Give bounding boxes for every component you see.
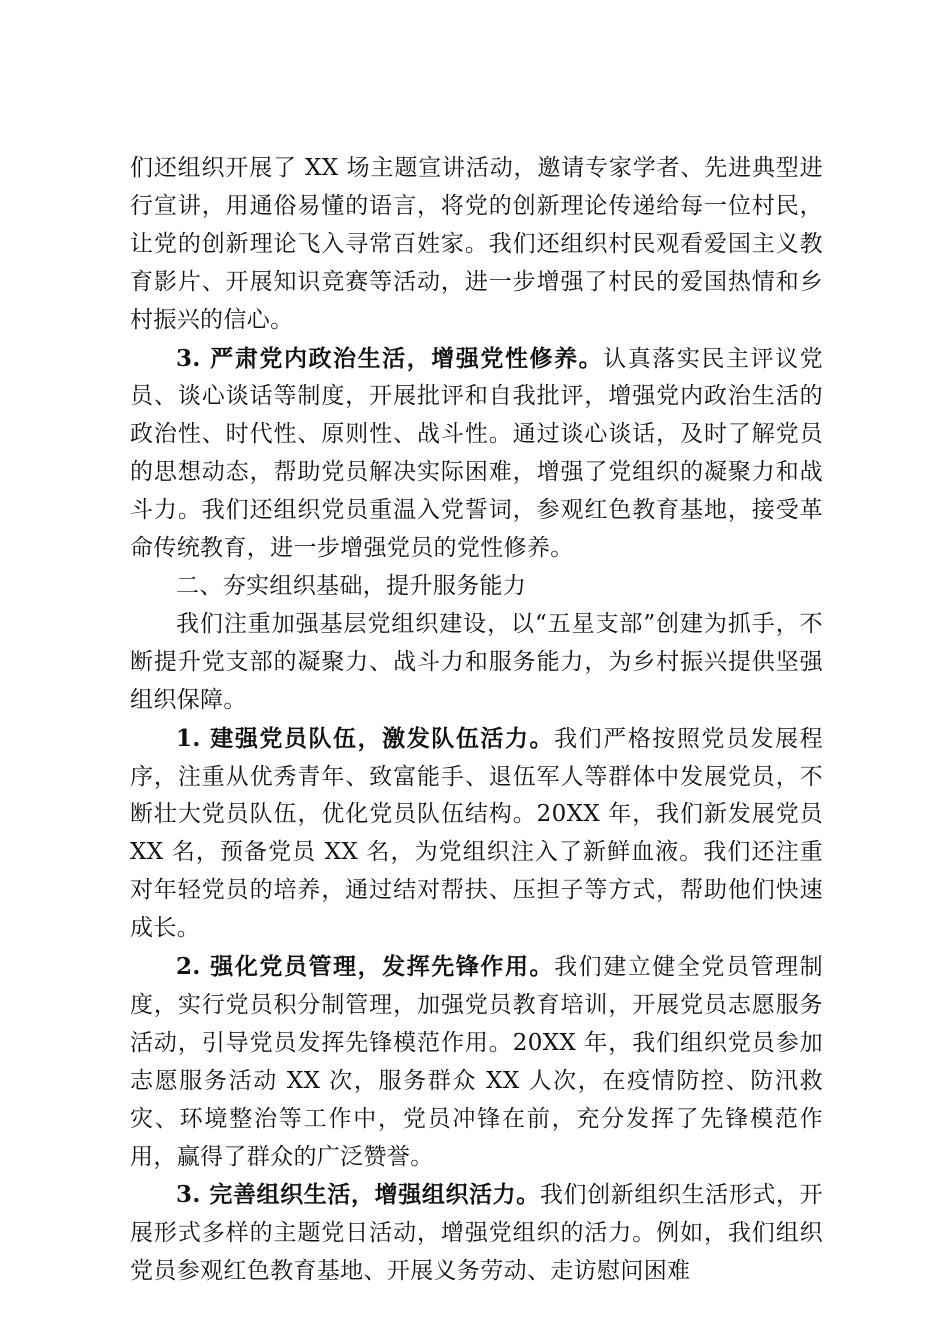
paragraph-continued: 们还组织开展了 XX 场主题宣讲活动，邀请专家学者、先进典型进行宣讲，用通俗易懂的语言，将党的创新理论传递给每一位村民，让党的创新理论飞入寻常百姓家。我们还组织村民观看爱国主义教育影片、开展知识竞赛等活动，进一步增强了村民的爱国热情和乡村振兴的信心。 — [130, 155, 823, 333]
subheading-organization-life: 3. 完善组织生活，增强组织活力。 — [176, 1181, 540, 1209]
paragraph-political-life-body: 认真落实民主评议党员、谈心谈话等制度，开展批评和自我批评，增强党内政治生活的政治性、时代性、原则性、战斗性。通过谈心谈话，及时了解党员的思想动态，帮助党员解决实际困难，增强了党组织的凝聚力和战斗力。我们还组织党员重温入党誓词，参观红色教育基地，接受革命传统教育，进一步增强党员的党性修养。 — [130, 345, 823, 562]
document-body — [130, 150, 823, 1291]
section-heading: 二、夯实组织基础，提升服务能力 — [176, 572, 527, 599]
subheading-member-management: 2. 强化党员管理，发挥先锋作用。 — [176, 953, 555, 981]
paragraph-member-management-body: 我们建立健全党员管理制度，实行党员积分制管理，加强党员教育培训，开展党员志愿服务活动，引导党员发挥先锋模范作用。20XX 年，我们组织党员参加志愿服务活动 XX 次，服务群众 XX 人次，在疫情防控、防汛救灾、环境整治等工作中，党员冲锋在前，充分发挥了先锋模范作用，赢得了群众的广泛赞誉。 — [130, 954, 823, 1170]
subheading-political-life: 3. 严肃党内政治生活，增强党性修养。 — [176, 344, 604, 372]
paragraph-political-life — [130, 340, 823, 568]
paragraph-organization-life-body: 我们创新组织生活形式，开展形式多样的主题党日活动，增强党组织的活力。例如，我们组织党员参观红色教育基地、开展义务劳动、走访慰问困难 — [130, 1182, 824, 1285]
paragraph-party-team — [130, 720, 823, 948]
paragraph-party-team-body: 我们严格按照党员发展程序，注重从优秀青年、致富能手、退伍军人等群体中发展党员，不断壮大党员队伍，优化党员队伍结构。20XX 年，我们新发展党员 XX 名，预备党员 XX 名，为党组织注入了新鲜血液。我们还注重对年轻党员的培养，通过结对帮扶、压担子等方式，帮助他们快速成长。 — [130, 725, 823, 942]
paragraph-section-intro: 我们注重加强基层党组织建设，以“五星支部”创建为抓手，不断提升党支部的凝聚力、战斗力和服务能力，为乡村振兴提供坚强组织保障。 — [130, 610, 823, 713]
paragraph-member-management — [130, 948, 823, 1176]
paragraph-organization-life — [130, 1176, 823, 1291]
subheading-party-team: 1. 建强党员队伍，激发队伍活力。 — [176, 724, 555, 752]
